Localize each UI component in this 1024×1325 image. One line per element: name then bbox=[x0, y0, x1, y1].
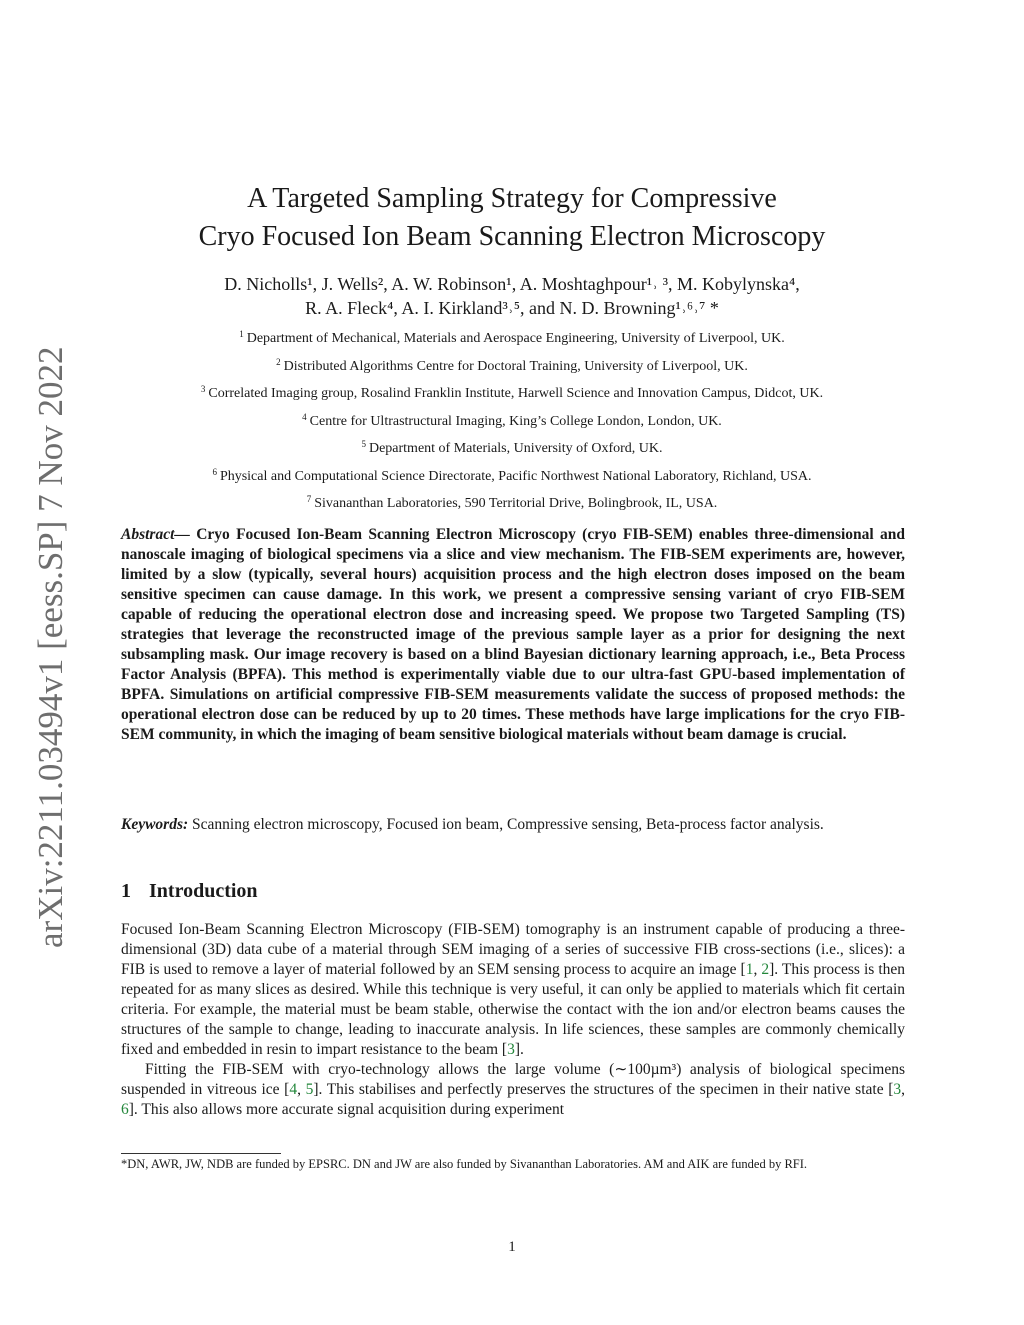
footnote: *DN, AWR, JW, NDB are funded by EPSRC. DN and JW are also funded by Sivananthan Laboratories. AM and AIK are funded by RFI. bbox=[121, 1157, 808, 1171]
affiliation-text: Distributed Algorithms Centre for Doctoral Training, University of Liverpool, UK. bbox=[283, 358, 748, 374]
keywords-text: Scanning electron microscopy, Focused ion beam, Compressive sensing, Beta-process factor analysis. bbox=[192, 816, 824, 833]
citation-link[interactable]: 1 bbox=[745, 961, 754, 978]
paragraph-text: ]. This stabilises and perfectly preserves the structures of the specimen in their native state [ bbox=[313, 1081, 894, 1098]
keywords-label: Keywords: bbox=[121, 816, 189, 833]
affiliation-marker: 7 bbox=[306, 494, 312, 504]
paragraph-2 bbox=[121, 1060, 905, 1120]
citation-link[interactable]: 3 bbox=[893, 1081, 902, 1098]
affiliation-text: Centre for Ultrastructural Imaging, King’s College London, London, UK. bbox=[309, 413, 722, 429]
paper-title bbox=[120, 180, 904, 256]
citation-link[interactable]: 5 bbox=[305, 1081, 314, 1098]
paragraph-text: Focused Ion-Beam Scanning Electron Microscopy (FIB-SEM) tomography is an instrument capable of producing a three-dimensional (3D) data cube of a material through SEM imaging of a series of successive FIB cross-sections (i.e., slices): a FIB is used to remove a layer of material followed by an SEM sensing process to acquire an image [ bbox=[121, 921, 905, 978]
affiliation-marker: 5 bbox=[361, 439, 366, 449]
keywords bbox=[121, 815, 905, 835]
affiliation-1 bbox=[120, 323, 904, 351]
paragraph-1 bbox=[121, 920, 905, 1060]
citation-separator: , bbox=[901, 1081, 905, 1098]
arxiv-identifier: arXiv:2211.03494v1 [eess.SP] 7 Nov 2022 bbox=[31, 346, 70, 948]
citation-separator: , bbox=[297, 1081, 306, 1098]
affiliation-marker: 3 bbox=[200, 384, 206, 394]
paragraph-text: ]. bbox=[514, 1041, 524, 1058]
title-line-2: Cryo Focused Ion Beam Scanning Electron Microscopy bbox=[198, 221, 826, 252]
abstract bbox=[121, 525, 905, 745]
affiliation-marker: 6 bbox=[212, 466, 217, 477]
affiliation-marker: 2 bbox=[276, 356, 281, 367]
introduction-body bbox=[121, 920, 905, 1120]
abstract-text: Cryo Focused Ion-Beam Scanning Electron Microscopy (cryo FIB-SEM) enables three-dimensional and nanoscale imaging of biological specimens via a slice and view mechanism. The FIB-SEM experiments are, however, limited by a slow (typically, several hours) acquisition process and the high electron doses imposed on the beam sensitive specimen can cause damage. In this work, we present a compressive sensing variant of cryo FIB-SEM capable of reducing the operational electron dose and increasing speed. We propose two Targeted Sampling (TS) strategies that leverage the reconstructed image of the previous sample layer as a prior for designing the next subsampling mask. Our image recovery is based on a blind Bayesian dictionary learning approach, i.e., Beta Process Factor Analysis (BPFA). This method is experimentally viable due to our ultra-fast GPU-based implementation of BPFA. Simulations on artificial compressive FIB-SEM measurements validate the success of proposed methods: the operational electron dose can be reduced by up to 20 times. These methods have large implications for the cryo FIB-SEM community, in which the imaging of beam sensitive biological materials without beam damage is crucial. bbox=[121, 526, 905, 743]
footnote-divider bbox=[121, 1153, 281, 1154]
author-line-1: D. Nicholls¹, J. Wells², A. W. Robinson¹, A. Moshtaghpour¹˒ ³, M. Kobylynska⁴, bbox=[224, 274, 800, 294]
page-number: 1 bbox=[508, 1239, 516, 1255]
affiliation-2 bbox=[120, 351, 904, 379]
author-list bbox=[120, 272, 904, 320]
citation-link[interactable]: 4 bbox=[289, 1081, 298, 1098]
affiliation-5 bbox=[120, 433, 904, 461]
affiliation-list bbox=[120, 323, 904, 516]
affiliation-7 bbox=[120, 488, 904, 516]
section-heading bbox=[121, 880, 258, 903]
affiliation-text: Department of Materials, University of Oxford, UK. bbox=[368, 441, 663, 456]
citation-link[interactable]: 3 bbox=[507, 1041, 515, 1058]
affiliation-6 bbox=[120, 461, 904, 489]
affiliation-3 bbox=[120, 378, 904, 406]
title-line-1: A Targeted Sampling Strategy for Compressive bbox=[247, 183, 777, 214]
section-number: 1 bbox=[121, 880, 131, 902]
affiliation-marker: 1 bbox=[239, 329, 244, 339]
citation-link[interactable]: 6 bbox=[121, 1101, 129, 1118]
citation-link[interactable]: 2 bbox=[761, 961, 770, 978]
paragraph-text: ]. This also allows more accurate signal acquisition during experiment bbox=[128, 1101, 565, 1118]
affiliation-marker: 4 bbox=[302, 411, 307, 422]
affiliation-text: Correlated Imaging group, Rosalind Franklin Institute, Harwell Science and Innovation Campus, Didcot, UK. bbox=[208, 386, 824, 401]
affiliation-4 bbox=[120, 406, 904, 434]
citation-separator: , bbox=[753, 961, 762, 978]
affiliation-text: Sivananthan Laboratories, 590 Territorial Drive, Bolingbrook, IL, USA. bbox=[314, 496, 718, 511]
affiliation-text: Physical and Computational Science Directorate, Pacific Northwest National Laboratory, Richland, USA. bbox=[219, 468, 812, 484]
affiliation-text: Department of Mechanical, Materials and Aerospace Engineering, University of Liverpool, UK. bbox=[246, 331, 785, 346]
section-title: Introduction bbox=[149, 880, 258, 902]
abstract-label: Abstract— bbox=[121, 526, 190, 543]
paragraph-text: Fitting the FIB-SEM with cryo-technology allows the large volume (∼100µm³) analysis of biological specimens suspended in vitreous ice [ bbox=[121, 1061, 905, 1098]
paragraph-text: ]. This process is then repeated for as many slices as desired. While this technique is very useful, it can only be applied to materials which fit certain criteria. For example, the material must be beam stable, otherwise the contact with the ion and/or electron beams causes the structures of the sample to change, leading to inaccurate analysis. In life sciences, these samples are commonly chemically fixed and embedded in resin to impart resistance to the beam [ bbox=[121, 961, 906, 1058]
author-line-2: R. A. Fleck⁴, A. I. Kirkland³˒⁵, and N. D. Browning¹˒⁶˒⁷ * bbox=[305, 298, 719, 318]
